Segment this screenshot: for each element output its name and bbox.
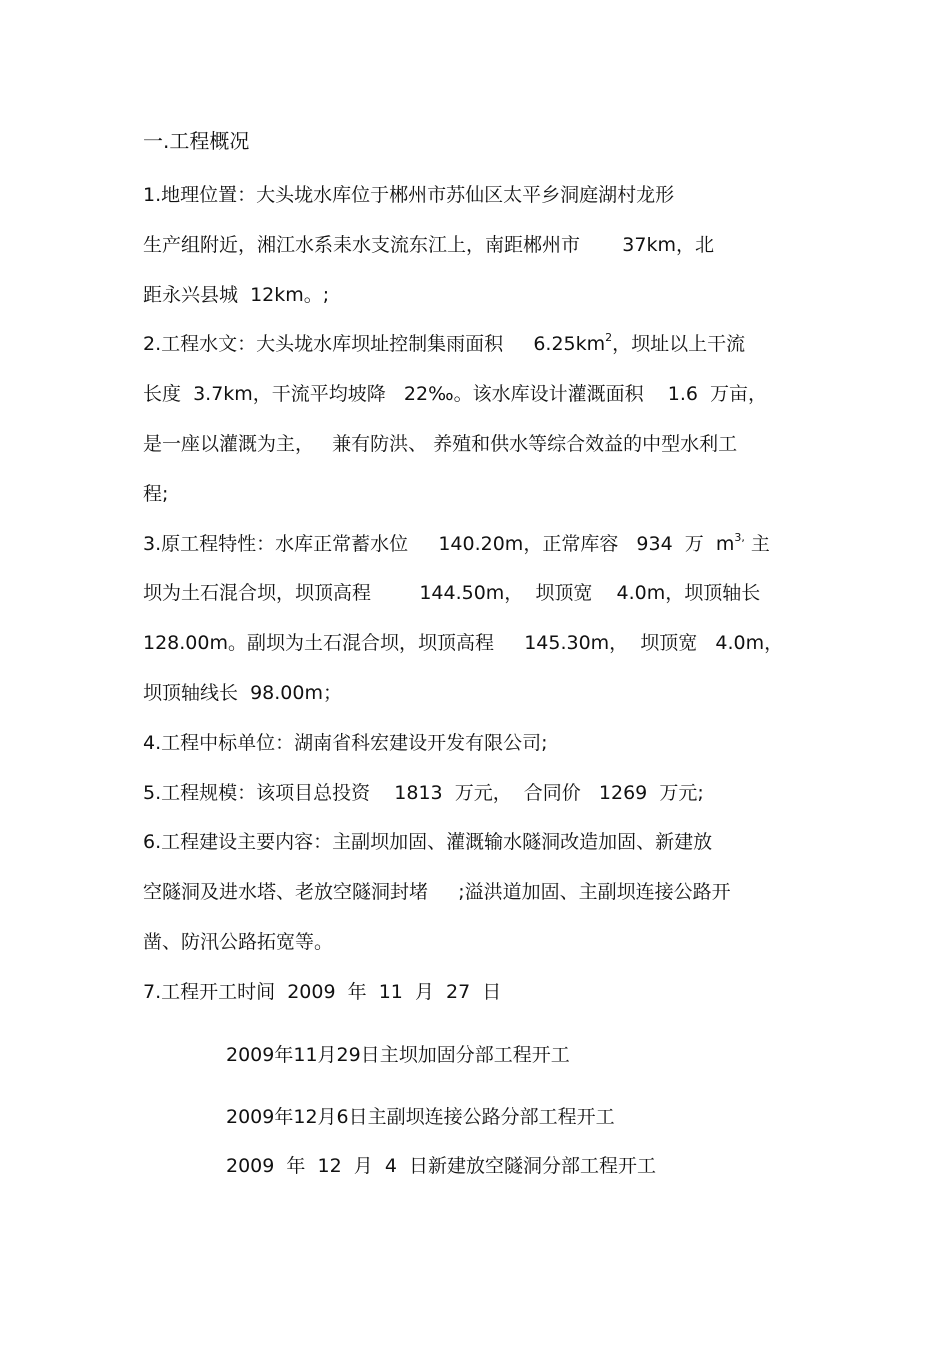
hydrology-text-a: 2.工程水文：大头垅水库坝址控制集雨面积 6.25km [143,333,606,355]
paragraph-hydrology-line-2: 长度 3.7km，干流平均坡降 22‰。该水库设计灌溉面积 1.6 万亩， [143,383,768,405]
paragraph-content-line-2: 空隧洞及进水塔、老放空隧洞封堵 ;溢洪道加固、主副坝连接公路开 [143,881,731,903]
paragraph-start-date: 7.工程开工时间 2009 年 11 月 27 日 [143,981,502,1003]
paragraph-features-line-1 [143,531,770,557]
paragraph-content-line-3: 凿、防汛公路拓宽等。 [143,931,334,953]
paragraph-content-line-1: 6.工程建设主要内容：主副坝加固、灌溉输水隧洞改造加固、新建放 [143,831,713,853]
paragraph-scale: 5.工程规模：该项目总投资 1813 万元， 合同价 1269 万元; [143,782,704,804]
section-heading: 一.工程概况 [143,129,250,153]
superscript-3: 3, [734,530,745,544]
paragraph-hydrology-line-3: 是一座以灌溉为主， 兼有防洪、 养殖和供水等综合效益的中型水利工 [143,433,738,455]
paragraph-features-line-2: 坝为土石混合坝，坝顶高程 144.50m， 坝顶宽 4.0m，坝顶轴长 [143,582,761,604]
superscript-2: 2 [605,330,613,344]
schedule-item-1: 2009年11月29日主坝加固分部工程开工 [226,1044,570,1066]
paragraph-hydrology-line-4: 程; [143,483,169,505]
features-text-a: 3.原工程特性：水库正常蓄水位 140.20m，正常库容 934 万 m [143,533,735,555]
paragraph-hydrology-line-1 [143,331,745,357]
paragraph-location-line-2: 生产组附近，湘江水系耒水支流东江上，南距郴州市 37km，北 [143,234,714,256]
paragraph-location-line-3: 距永兴县城 12km。; [143,284,330,306]
paragraph-location-line-1: 1.地理位置：大头垅水库位于郴州市苏仙区太平乡洞庭湖村龙形 [143,184,675,206]
schedule-item-3: 2009 年 12 月 4 日新建放空隧洞分部工程开工 [226,1155,657,1177]
paragraph-features-line-3: 128.00m。副坝为土石混合坝，坝顶高程 145.30m， 坝顶宽 4.0m， [143,632,784,654]
features-text-b: 主 [744,533,770,555]
hydrology-text-b: ，坝址以上干流 [612,333,746,355]
paragraph-features-line-4: 坝顶轴线长 98.00m； [143,682,342,704]
schedule-item-2: 2009年12月6日主副坝连接公路分部工程开工 [226,1106,615,1128]
paragraph-contractor: 4.工程中标单位：湖南省科宏建设开发有限公司; [143,732,548,754]
